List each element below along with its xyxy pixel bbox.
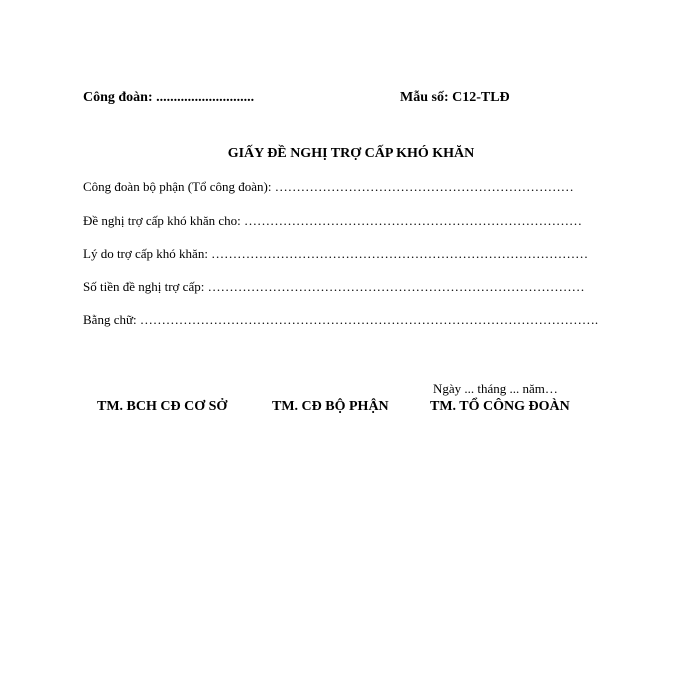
document-title: GIẤY ĐỀ NGHỊ TRỢ CẤP KHÓ KHĂN xyxy=(227,146,475,161)
field-subsidy-reason: Lý do trợ cấp khó khăn: …………………………………………………………………………… xyxy=(83,246,589,261)
union-label: Công đoàn: ............................ xyxy=(83,90,255,105)
field-subsidy-amount: Số tiền đề nghị trợ cấp: …………………………………………………………………………… xyxy=(83,279,585,294)
form-code: Mẫu số: C12-TLĐ xyxy=(400,90,510,105)
signature-bch-cd-co-so: TM. BCH CĐ CƠ SỞ xyxy=(97,399,228,414)
date-line: Ngày ... tháng ... năm… xyxy=(433,381,558,396)
signature-to-cong-doan: TM. TỔ CÔNG ĐOÀN xyxy=(430,399,570,414)
field-amount-in-words: Bằng chữ: ……………………………………………………………………………………………. xyxy=(83,312,599,327)
field-subsidy-recipient: Đề nghị trợ cấp khó khăn cho: …………………………………………………………………… xyxy=(83,213,583,228)
field-union-department: Công đoàn bộ phận (Tổ công đoàn): …………………………………………………………… xyxy=(83,179,574,194)
signature-cd-bo-phan: TM. CĐ BỘ PHẬN xyxy=(272,399,389,414)
